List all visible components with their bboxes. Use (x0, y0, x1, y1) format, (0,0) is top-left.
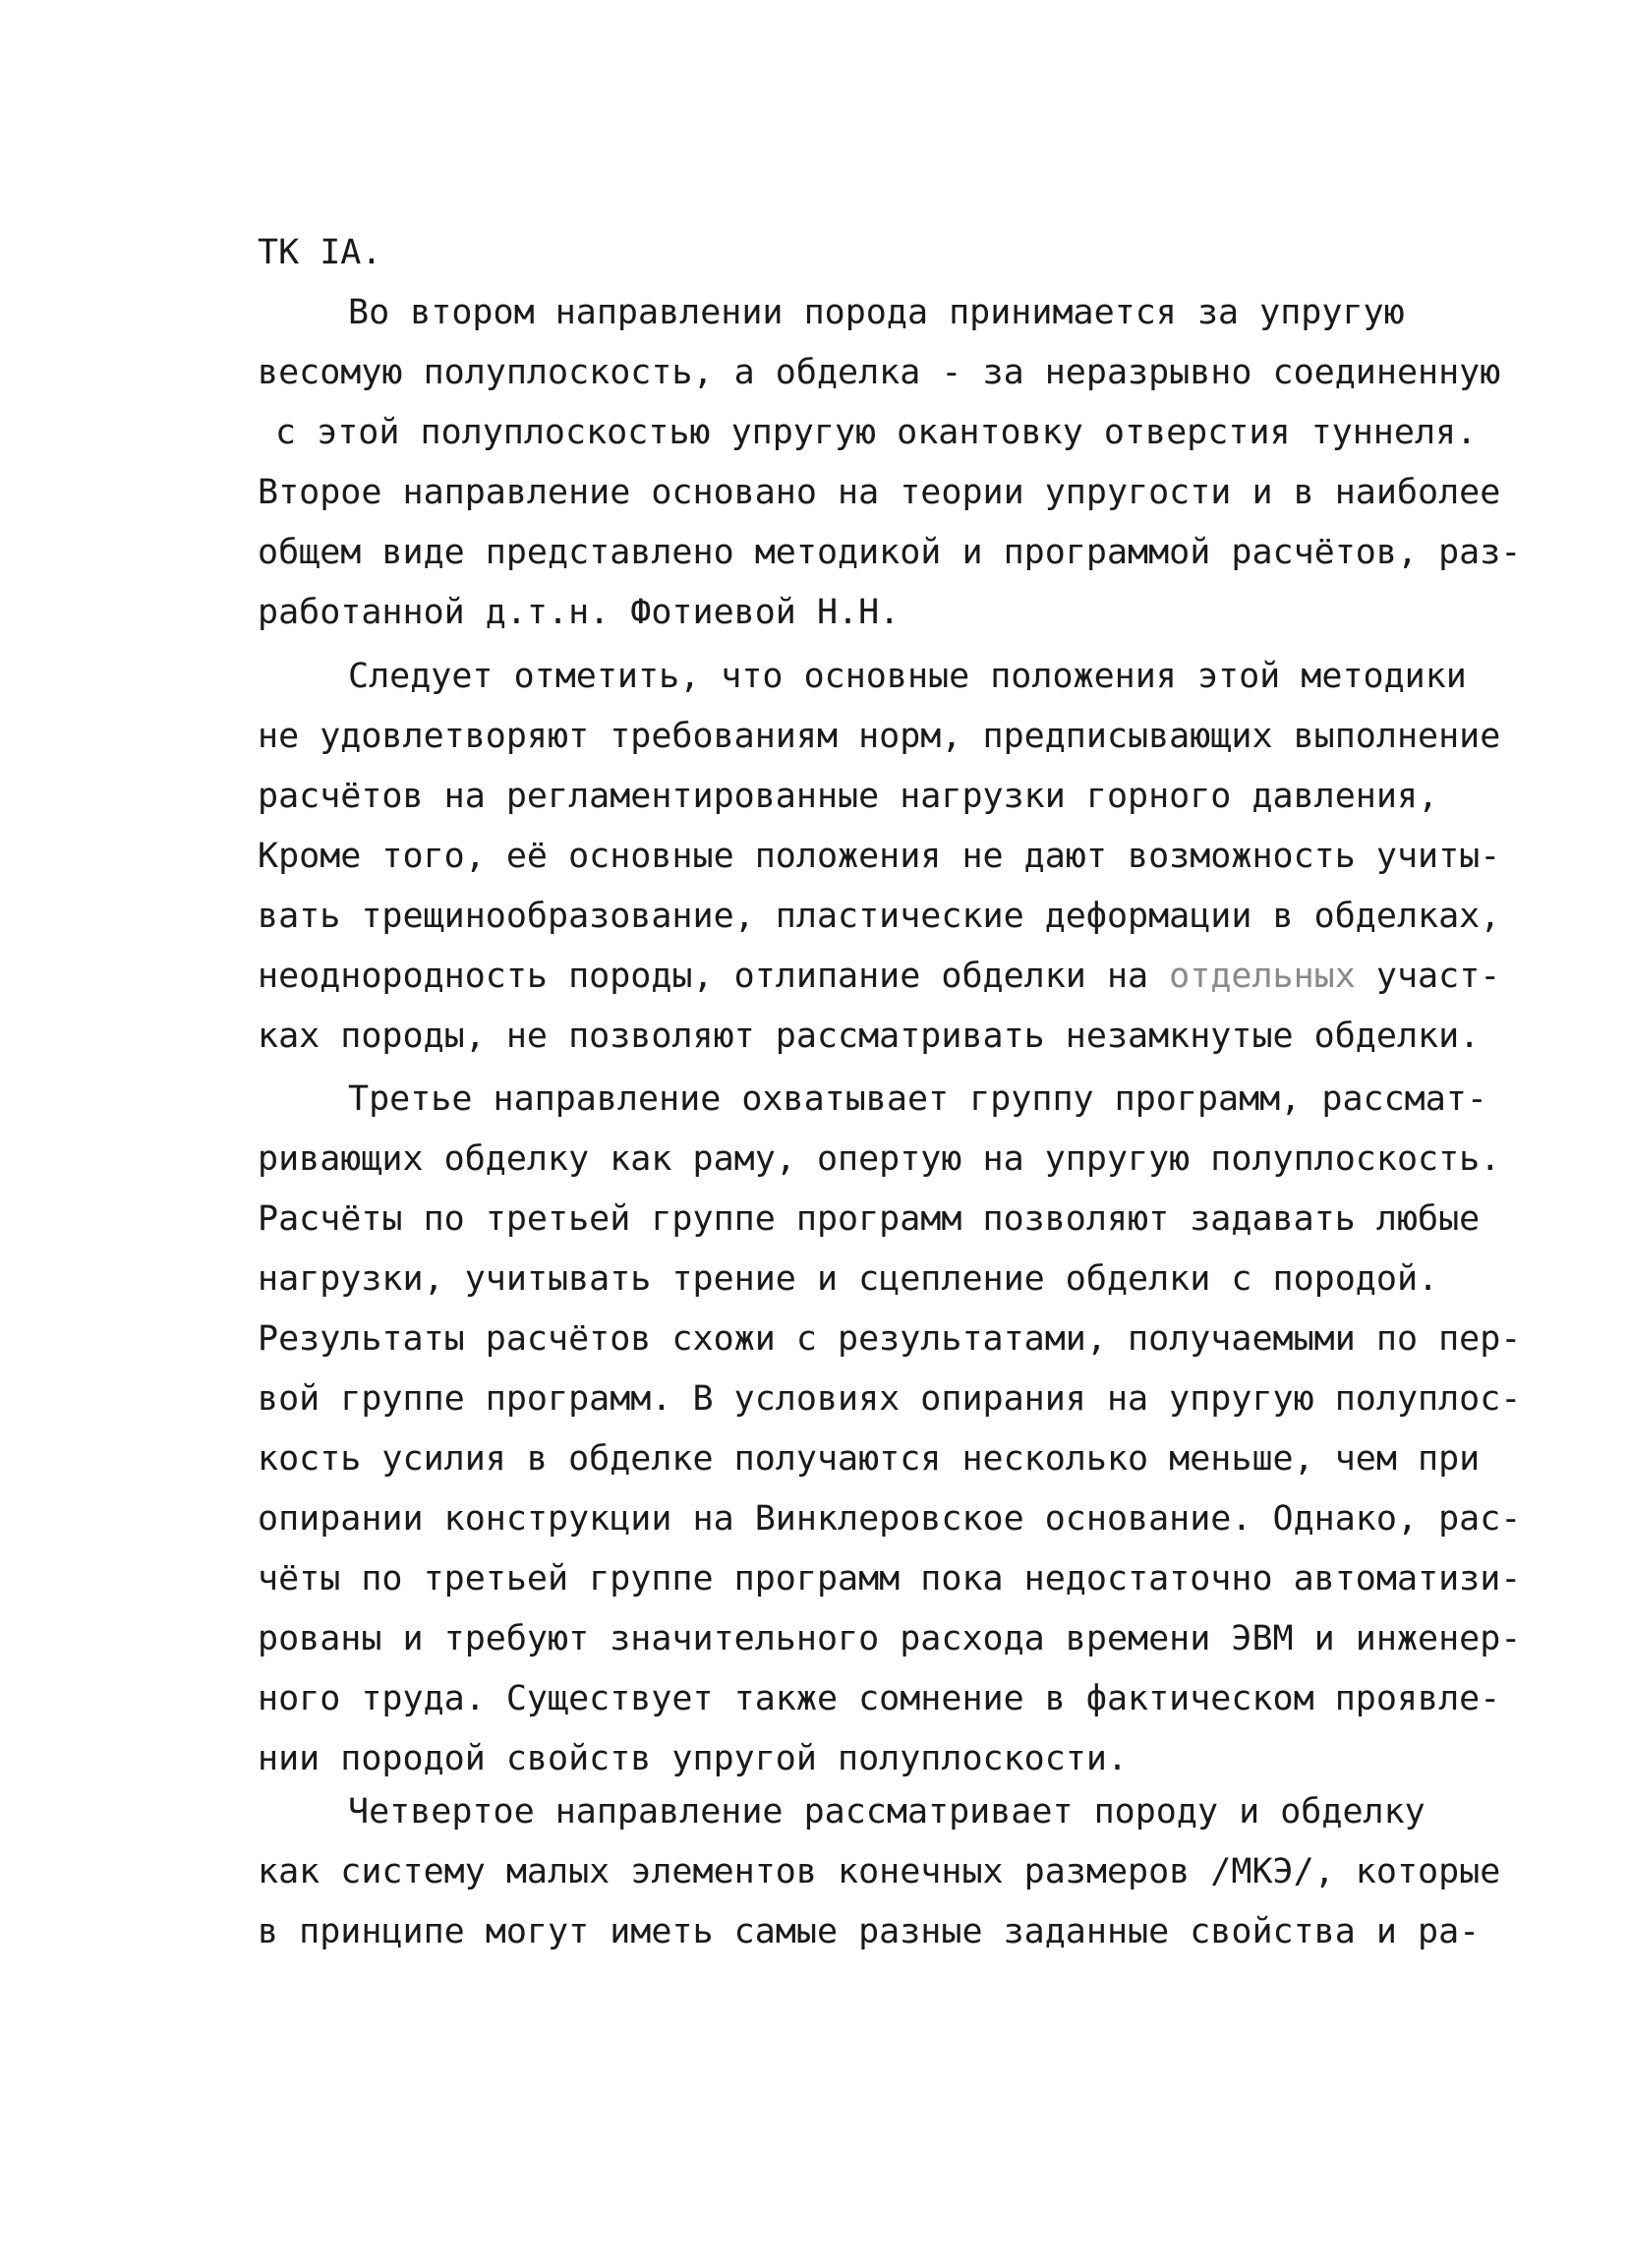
paragraph-line: чёты по третьей группе программ пока недостаточно автоматизи- (258, 1559, 1522, 1599)
paragraph-line: расчётов на регламентированные нагрузки горного давления, (258, 777, 1439, 816)
paragraph-line: ках породы, не позволяют рассматривать незамкнутые обделки. (258, 1017, 1481, 1056)
heading-text: ТК IA. (258, 233, 382, 272)
paragraph-4 (258, 1782, 1501, 1962)
paragraph-3 (258, 1070, 1522, 1789)
paragraph-line: Во втором направлении порода принимается за упругую (348, 293, 1405, 332)
paragraph-line-with-faded-word (258, 947, 1501, 1007)
paragraph-line: весомую полуплоскость, а обделка - за неразрывно соединенную (258, 353, 1501, 392)
paragraph-line: Расчёты по третьей группе программ позволяют задавать любые (258, 1199, 1481, 1239)
paragraph-line: Второе направление основано на теории упругости и в наиболее (258, 473, 1501, 512)
paragraph-line: с этой полуплоскостью упругую окантовку отверстия туннеля. (275, 413, 1478, 452)
paragraph-line: Третье направление охватывает группу программ, рассмат- (348, 1079, 1487, 1119)
paragraph-line: нагрузки, учитывать трение и сцепление обделки с породой. (258, 1259, 1439, 1299)
paragraph-1 (258, 283, 1522, 643)
faded-word: отдельных (1169, 957, 1356, 996)
line-start: неоднородность породы, отлипание обделки на (258, 957, 1149, 996)
paragraph-line: общем виде представлено методикой и программой расчётов, раз- (258, 533, 1522, 572)
paragraph-line: Четвертое направление рассматривает породу и обделку (348, 1792, 1425, 1832)
paragraph-line: вой группе программ. В условиях опирания на упругую полуплос- (258, 1379, 1522, 1419)
paragraph-line: работанной д.т.н. Фотиевой Н.Н. (258, 593, 901, 632)
section-heading (258, 223, 1388, 283)
paragraph-line: не удовлетворяют требованиям норм, предписывающих выполнение (258, 717, 1501, 756)
paragraph-line: в принципе могут иметь самые разные заданные свойства и ра- (258, 1912, 1481, 1951)
paragraph-line: как систему малых элементов конечных размеров /МКЭ/, которые (258, 1852, 1501, 1891)
paragraph-line: Следует отметить, что основные положения этой методики (348, 657, 1467, 696)
paragraph-line: Кроме того, её основные положения не дают возможность учиты- (258, 837, 1501, 876)
paragraph-line: вать трещинообразование, пластические деформации в обделках, (258, 897, 1501, 936)
paragraph-line: кость усилия в обделке получаются несколько меньше, чем при (258, 1439, 1481, 1479)
paragraph-line: ривающих обделку как раму, опертую на упругую полуплоскость. (258, 1139, 1501, 1179)
paragraph-line: опирании конструкции на Винклеровское основание. Однако, рас- (258, 1499, 1522, 1539)
paragraph-2 (258, 647, 1501, 1067)
line-end: участ- (1375, 957, 1501, 996)
paragraph-line: Результаты расчётов схожи с результатами, получаемыми по пер- (258, 1319, 1522, 1359)
paragraph-line: нии породой свойств упругой полуплоскости. (258, 1739, 1129, 1778)
paragraph-line: ного труда. Существует также сомнение в фактическом проявле- (258, 1679, 1501, 1718)
paragraph-line: рованы и требуют значительного расхода времени ЭВМ и инженер- (258, 1619, 1522, 1658)
